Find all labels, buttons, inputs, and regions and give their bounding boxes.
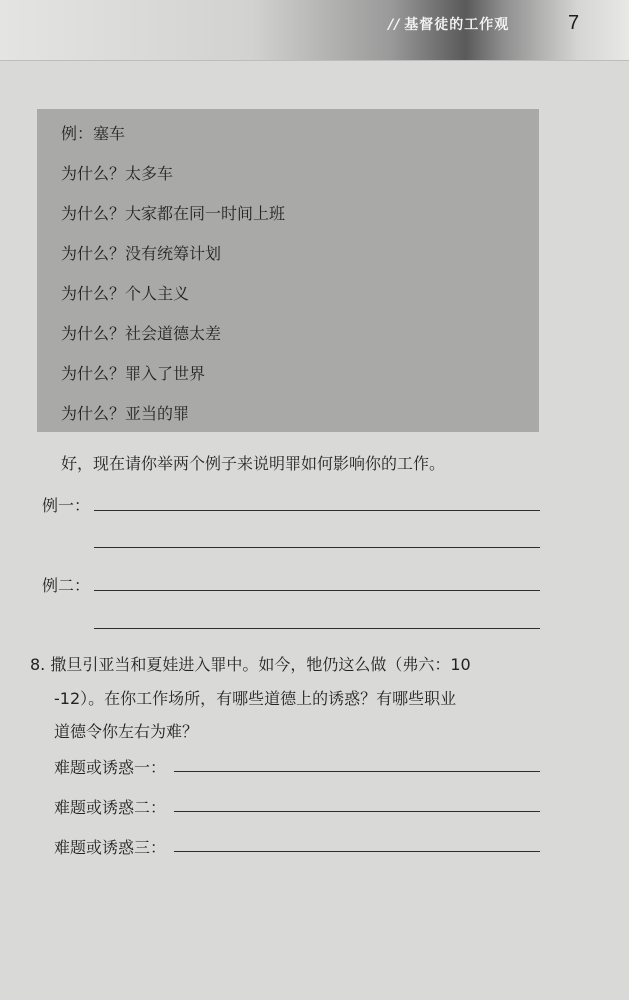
book-title: 基督徒的工作观 (404, 17, 510, 33)
running-title (388, 14, 509, 34)
example-two-label: 例二： (42, 576, 91, 595)
example-line: 为什么？太多车 (61, 164, 174, 183)
example-two-answer-line-2[interactable] (94, 628, 540, 629)
example-line: 为什么？罪入了世界 (61, 364, 206, 383)
title-mark: // (388, 17, 401, 33)
example-line: 为什么？大家都在同一时间上班 (61, 204, 286, 223)
temptation-three-answer-line[interactable] (174, 851, 540, 852)
temptation-one-label: 难题或诱惑一： (54, 758, 167, 777)
question-8-line: 道德令你左右为难？ (54, 722, 199, 741)
example-line: 为什么？亚当的罪 (61, 404, 190, 423)
prompt-text: 好，现在请你举两个例子来说明罪如何影响你的工作。 (61, 454, 446, 473)
example-line: 例：塞车 (61, 124, 126, 143)
example-line: 为什么？社会道德太差 (61, 324, 222, 343)
question-8-line: 8. 撒旦引亚当和夏娃进入罪中。如今，牠仍这么做（弗六：10 (30, 655, 471, 674)
page-number: 7 (568, 12, 580, 34)
temptation-one-answer-line[interactable] (174, 771, 540, 772)
example-two-answer-line[interactable] (94, 590, 540, 591)
temptation-three-label: 难题或诱惑三： (54, 838, 167, 857)
example-one-label: 例一： (42, 496, 91, 515)
page-header (0, 0, 629, 61)
example-one-answer-line[interactable] (94, 510, 540, 511)
example-box (37, 109, 539, 432)
question-8-line: -12）。在你工作场所，有哪些道德上的诱惑？有哪些职业 (54, 689, 457, 708)
temptation-two-answer-line[interactable] (174, 811, 540, 812)
example-line: 为什么？个人主义 (61, 284, 190, 303)
temptation-two-label: 难题或诱惑二： (54, 798, 167, 817)
example-line: 为什么？没有统筹计划 (61, 244, 222, 263)
example-one-answer-line-2[interactable] (94, 547, 540, 548)
